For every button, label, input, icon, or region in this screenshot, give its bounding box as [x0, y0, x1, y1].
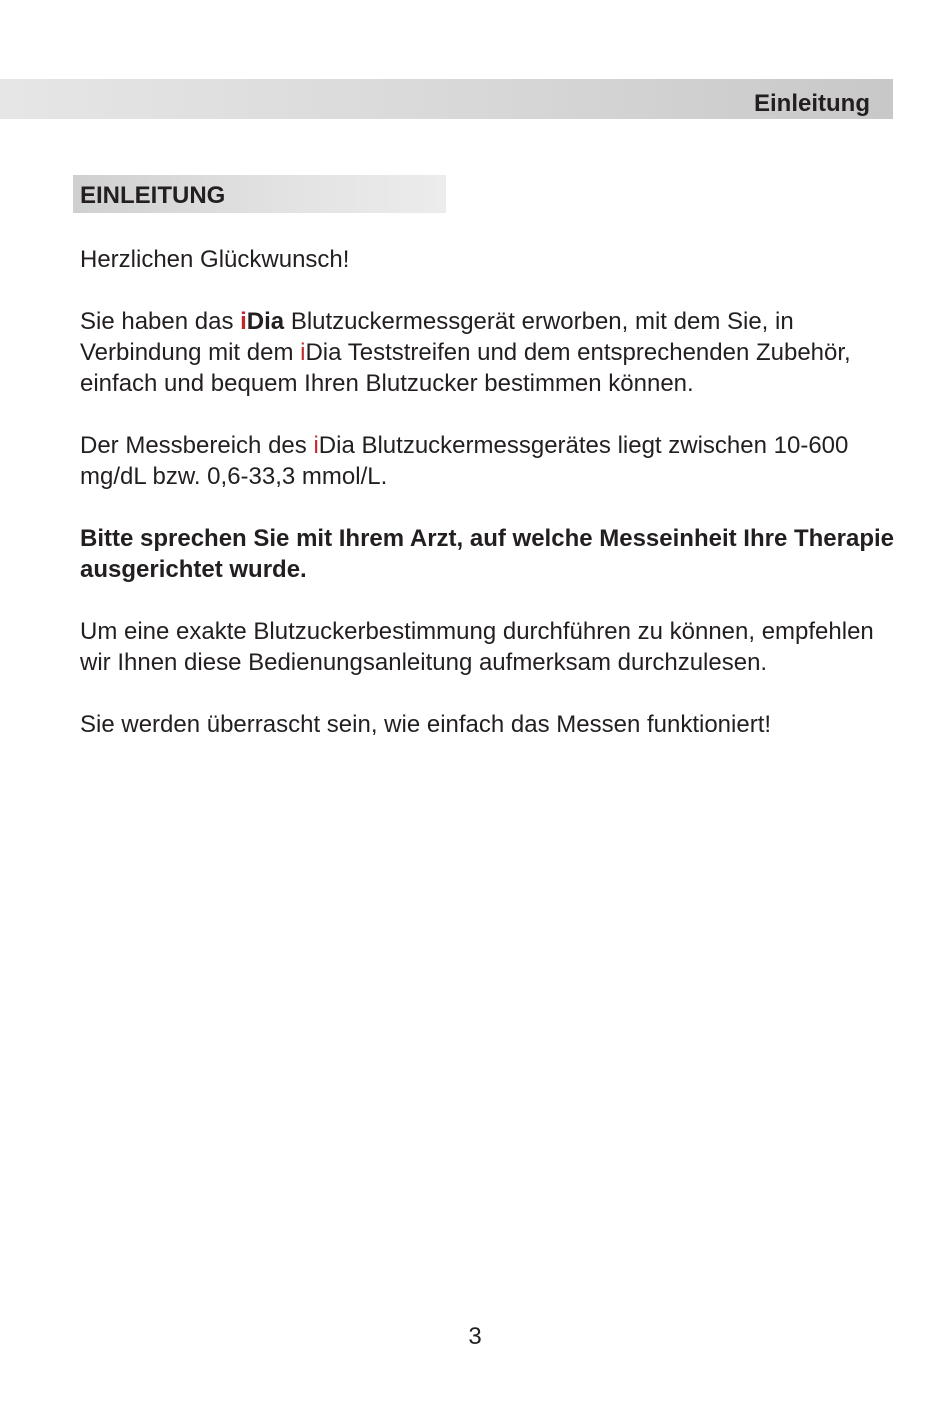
- range-text-start: Der Messbereich des: [80, 432, 314, 459]
- closing-paragraph: Sie werden überrascht sein, wie einfach das Messen funktioniert!: [80, 711, 772, 738]
- range-text-end: Blutzuckermessgerätes liegt zwischen 10-600 mg/dL bzw. 0,6-33,3 mmol/L.: [80, 432, 849, 490]
- intro-text-middle: Blutzuckermessgerät erworben, mit dem Sie, in Verbindung mit dem: [80, 308, 794, 366]
- page-number: 3: [468, 1323, 482, 1350]
- brand-prefix: i: [313, 432, 319, 459]
- body-text: [80, 244, 900, 771]
- manual-advice-paragraph: Um eine exakte Blutzuckerbestimmung durchführen zu können, empfehlen wir Ihnen diese Bedienungsanleitung aufmerksam durchzulesen.: [80, 618, 874, 676]
- intro-text-end: Teststreifen und dem entsprechenden Zubehör, einfach und bequem Ihren Blutzucker bestimmen können.: [80, 339, 851, 397]
- brand-name: Dia: [246, 308, 285, 335]
- intro-text-start: Sie haben das: [80, 308, 241, 335]
- brand-prefix: i: [240, 308, 247, 335]
- doctor-advice-paragraph: Bitte sprechen Sie mit Ihrem Arzt, auf welche Messeinheit Ihre Therapie ausgerichtet wurde.: [80, 525, 895, 583]
- brand-prefix: i: [300, 339, 306, 366]
- intro-paragraph: [80, 306, 900, 399]
- greeting-paragraph: Herzlichen Glückwunsch!: [80, 246, 350, 273]
- brand-name-bold: [240, 308, 284, 335]
- brand-name: Dia: [305, 339, 342, 366]
- section-heading: EINLEITUNG: [80, 182, 226, 209]
- brand-name: Dia: [318, 432, 355, 459]
- running-header-title: Einleitung: [754, 90, 870, 117]
- range-paragraph: [80, 430, 900, 492]
